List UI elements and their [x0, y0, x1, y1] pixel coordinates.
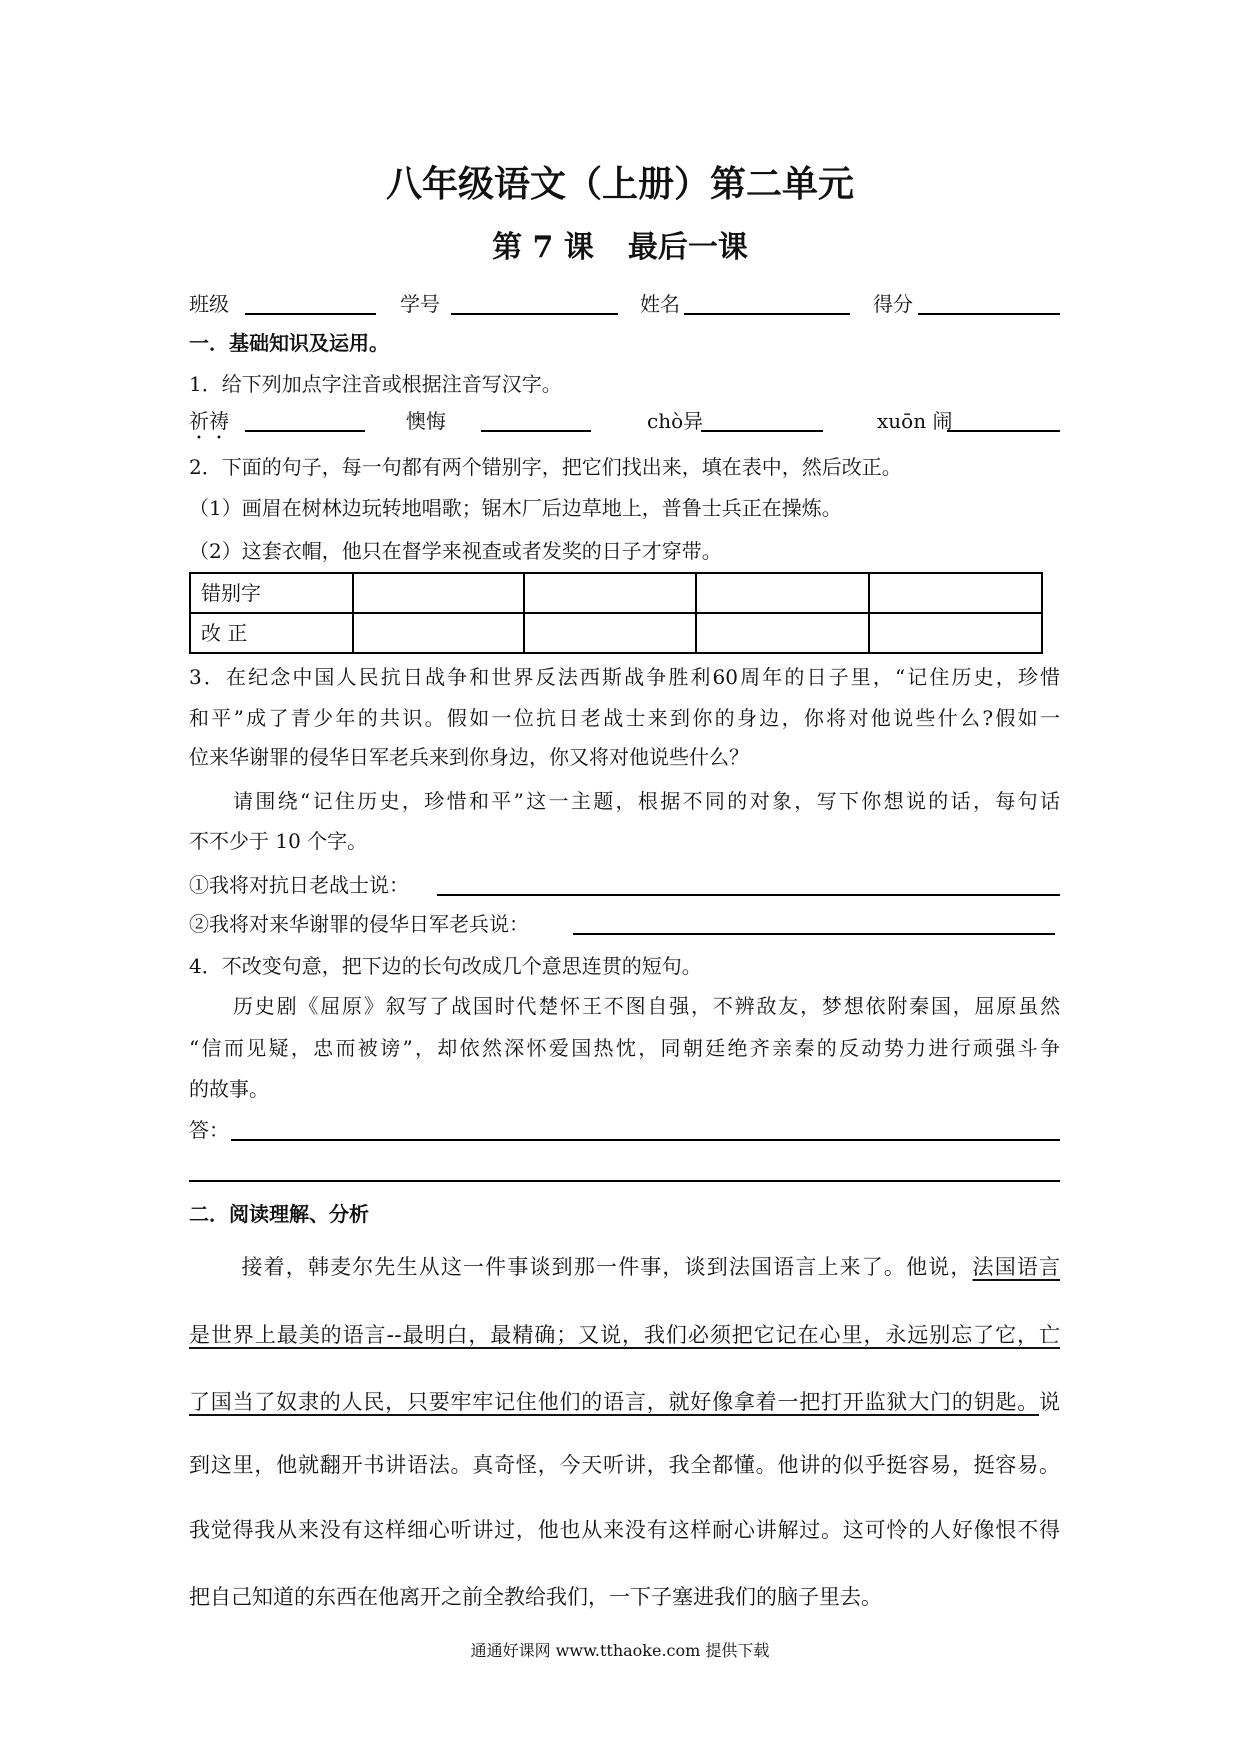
table-cell: [524, 613, 696, 653]
reading-text: 到这里，他就翻开书讲语法。真奇怪，今天听讲，我全都懂。他讲的似乎挺容易，挺容易。: [189, 1453, 1060, 1477]
row-label-correction: 改 正: [190, 613, 353, 653]
question-2-sentence: （2）这套衣帽，他只在督学来视查或者发奖的日子才穿带。: [189, 539, 722, 563]
question-4-passage-line: 的故事。: [189, 1077, 269, 1101]
question-1-item: 懊悔: [406, 409, 446, 433]
class-blank: [245, 292, 376, 315]
question-2-prompt: 2．下面的句子，每一句都有两个错别字，把它们找出来，填在表中，然后改正。: [189, 455, 902, 479]
answer-prompt: ①我将对抗日老战士说：: [189, 873, 409, 897]
reading-line: [189, 1254, 1060, 1280]
table-cell: [353, 573, 524, 613]
answer-blank: [481, 409, 591, 432]
score-label: 得分: [873, 292, 913, 316]
row-label-wrong-characters: 错别字: [190, 573, 353, 613]
answer-line-veteran: [189, 873, 1060, 897]
answer-line-soldier: [189, 912, 1060, 936]
question-2-sentence: （1）画眉在树林边玩转地唱歌；锯木厂后边草地上，普鲁士兵正在操炼。: [189, 496, 842, 520]
section-1-heading: 一．基础知识及运用。: [189, 331, 389, 355]
answer-prompt: ②我将对来华谢罪的侵华日军老兵说：: [189, 912, 529, 936]
class-label: 班级: [189, 292, 229, 316]
question-1-item: 祈祷: [189, 409, 229, 433]
answer-label: 答：: [189, 1118, 229, 1142]
reading-text: 接着，韩麦尔先生从这一件事谈到那一件事，谈到法国语言上来了。他说，: [241, 1255, 973, 1279]
answer-blank: [437, 873, 1060, 896]
reading-text: 我觉得我从来没有这样细心听讲过，他也从来没有这样耐心讲解过。这可怜的人好像恨不得: [189, 1518, 1060, 1542]
question-1-prompt: 1．给下列加点字注音或根据注音写汉字。: [189, 372, 562, 396]
section-2-heading: 二．阅读理解、分析: [189, 1202, 369, 1226]
answer-blank: [947, 409, 1060, 432]
question-4-prompt: 4．不改变句意，把下边的长句改成几个意思连贯的短句。: [189, 954, 702, 978]
table-cell: [353, 613, 524, 653]
answer-blank: [245, 409, 365, 432]
question-3-instruction: 请围绕“记住历史，珍惜和平”这一主题，根据不同的对象，写下你想说的话，每句话: [233, 789, 1060, 813]
reading-line: [189, 1322, 1060, 1348]
question-3-line: 和平”成了青少年的共识。假如一位抗日老战士来到你的身边，你将对他说些什么?假如一: [189, 706, 1060, 730]
reading-line: [189, 1584, 1060, 1610]
name-label: 姓名: [640, 292, 680, 316]
answer-rule: [189, 1180, 1060, 1182]
reading-text: 把自己知道的东西在他离开之前全教给我们，一下子塞进我们的脑子里去。: [189, 1585, 882, 1609]
lesson-title: [0, 229, 1240, 267]
question-4-answer: [189, 1118, 1060, 1142]
answer-blank: [231, 1118, 1060, 1141]
page-title: 八年级语文（上册）第二单元: [385, 163, 854, 205]
student-info-row: [189, 292, 1060, 316]
table-cell: [696, 613, 869, 653]
question-4-passage-line: “信而见疑，忠而被谤”，却依然深怀爱国热忱，同朝廷绝齐亲秦的反动势力进行顽强斗争: [189, 1036, 1060, 1060]
reading-line: [189, 1452, 1060, 1478]
lesson-number: 第 7 课: [492, 230, 594, 265]
question-1-item: xuōn 闹: [877, 409, 953, 433]
answer-blank: [701, 409, 823, 432]
lesson-name: 最后一课: [627, 230, 748, 265]
page-footer: 通通好课网 www.tthaoke.com 提供下载: [470, 1641, 770, 1660]
name-blank: [684, 292, 850, 315]
student-id-blank: [451, 292, 618, 315]
question-3-line: 3．在纪念中国人民抗日战争和世界反法西斯战争胜利60周年的日子里，“记住历史，珍惜: [189, 665, 1060, 689]
correction-table: [189, 572, 1043, 654]
table-cell: [869, 573, 1042, 613]
table-row: [190, 573, 1042, 613]
table-cell: [696, 573, 869, 613]
reading-line: [189, 1389, 1060, 1415]
table-cell: [869, 613, 1042, 653]
reading-underlined-text: 是世界上最美的语言--最明白，最精确；又说，我们必须把它记在心里，永远别忘了它，亡: [189, 1323, 1060, 1347]
reading-underlined-text: 了国当了奴隶的人民，只要牢牢记住他们的语言，就好像拿着一把打开监狱大门的钥匙。: [189, 1390, 1039, 1414]
reading-text: 说: [1039, 1390, 1060, 1414]
table-row: [190, 613, 1042, 653]
score-blank: [918, 292, 1060, 315]
question-3-instruction: 不不少于 10 个字。: [189, 829, 368, 853]
question-1-item: chò异: [647, 409, 704, 433]
question-3-line: 位来华谢罪的侵华日军老兵来到你身边，你又将对他说些什么？: [189, 745, 749, 769]
reading-line: [189, 1517, 1060, 1543]
student-id-label: 学号: [400, 292, 440, 316]
table-cell: [524, 573, 696, 613]
answer-blank: [573, 912, 1055, 935]
question-4-passage-line: 历史剧《屈原》叙写了战国时代楚怀王不图自强，不辨敌友，梦想依附秦国，屈原虽然: [233, 994, 1060, 1018]
reading-underlined-text: 法国语言: [972, 1255, 1061, 1279]
question-1-items: [189, 409, 1060, 433]
